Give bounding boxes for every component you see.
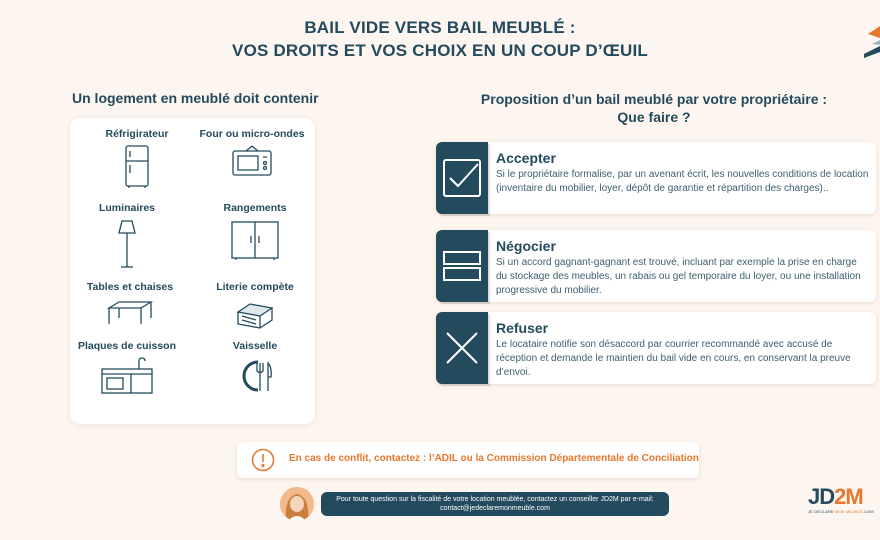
contact-banner bbox=[321, 492, 669, 516]
choice-accept bbox=[436, 142, 876, 214]
proposal-title-line-1: Proposition d’un bail meublé par votre propriétaire : bbox=[480, 91, 828, 107]
stove-icon bbox=[101, 357, 153, 395]
logo-text bbox=[808, 485, 872, 509]
contact-email-link[interactable]: contact@jedeclaremonmeuble.com bbox=[440, 505, 550, 512]
logo-tagline-part-2: MON MEUBLÉ bbox=[834, 509, 863, 514]
choice-negotiate bbox=[436, 230, 876, 302]
item-table bbox=[75, 281, 185, 326]
equals-icon bbox=[441, 245, 483, 287]
choice-icon-box bbox=[436, 142, 488, 214]
item-label: Four ou micro-ondes bbox=[199, 128, 305, 140]
exclamation-icon bbox=[251, 448, 275, 472]
microwave-icon bbox=[232, 145, 272, 177]
logo-text-jd: JD bbox=[808, 484, 835, 509]
conflict-banner bbox=[237, 442, 699, 478]
item-label: Literie compète bbox=[216, 281, 294, 293]
bedding-icon bbox=[234, 298, 276, 330]
proposal-title bbox=[440, 90, 868, 126]
cabinet-icon bbox=[231, 219, 279, 261]
item-dishes bbox=[200, 340, 310, 395]
item-label: Réfrigirateur bbox=[105, 128, 169, 140]
cross-icon bbox=[441, 327, 483, 369]
choice-title: Refuser bbox=[496, 320, 549, 336]
logo-tagline-part-3: .COM bbox=[862, 509, 874, 514]
logo-tagline bbox=[808, 509, 872, 514]
choice-title: Accepter bbox=[496, 150, 556, 166]
item-label: Luminaires bbox=[98, 202, 156, 214]
item-lamp bbox=[72, 202, 182, 269]
title-line-1: BAIL VIDE VERS BAIL MEUBLÉ : bbox=[304, 18, 576, 37]
furniture-items-card bbox=[70, 118, 315, 424]
choice-icon-box bbox=[436, 230, 488, 302]
item-storage bbox=[200, 202, 310, 261]
item-label: Vaisselle bbox=[232, 340, 278, 352]
item-label: Plaques de cuisson bbox=[77, 340, 177, 352]
logo-tagline-part-1: JE DÉCLARE bbox=[808, 509, 835, 514]
item-bedding bbox=[200, 281, 310, 330]
table-icon bbox=[107, 298, 153, 326]
logo-text-2m: 2M bbox=[834, 484, 863, 509]
item-label: Tables et chaises bbox=[86, 281, 174, 293]
item-microwave bbox=[197, 128, 307, 177]
proposal-title-line-2: Que faire ? bbox=[617, 109, 691, 125]
conflict-text: En cas de conflit, contactez : l’ADIL ou la Commission Départementale de Conciliation bbox=[289, 453, 699, 464]
title-line-2: VOS DROITS ET VOS CHOIX EN UN COUP D’ŒUIL bbox=[232, 41, 648, 60]
choice-description: Si un accord gagnant-gagnant est trouvé, incluant par exemple la prise en charge du stockage des meubles, un rabais ou gel temporaire du loyer, ou une installation progressive du mobilier. bbox=[496, 257, 861, 296]
item-stove bbox=[72, 340, 182, 395]
contact-text: Pour toute question sur la fiscalité de votre location meublée, contactez un conseiller JD2M par e-mail: bbox=[336, 496, 654, 503]
checkmark-icon bbox=[441, 157, 483, 199]
advisor-avatar-illustration bbox=[280, 487, 314, 521]
fridge-icon bbox=[124, 145, 150, 189]
item-label: Rangements bbox=[223, 202, 287, 214]
choice-description: Si le propriétaire formalise, par un avenant écrit, les nouvelles conditions de location (inventaire du mobilier, loyer, dépôt de garantie et répartition des charges).. bbox=[496, 169, 869, 194]
choice-description: Le locataire notifie son désaccord par courrier recommandé avec accusé de réception et demande le maintien du bail vide en cours, en conservant la preuve d’envoi. bbox=[496, 339, 851, 378]
item-fridge bbox=[82, 128, 192, 189]
floor-lamp-icon bbox=[117, 219, 137, 269]
jd2m-logo bbox=[808, 485, 872, 525]
page-title bbox=[140, 16, 740, 62]
choice-refuse bbox=[436, 312, 876, 384]
choice-title: Négocier bbox=[496, 238, 556, 254]
choice-icon-box bbox=[436, 312, 488, 384]
dishes-icon bbox=[236, 357, 274, 395]
advisor-avatar bbox=[280, 487, 314, 521]
furnished-requirements-title: Un logement en meublé doit contenir bbox=[72, 90, 319, 106]
decorative-shapes-icon bbox=[860, 12, 880, 72]
